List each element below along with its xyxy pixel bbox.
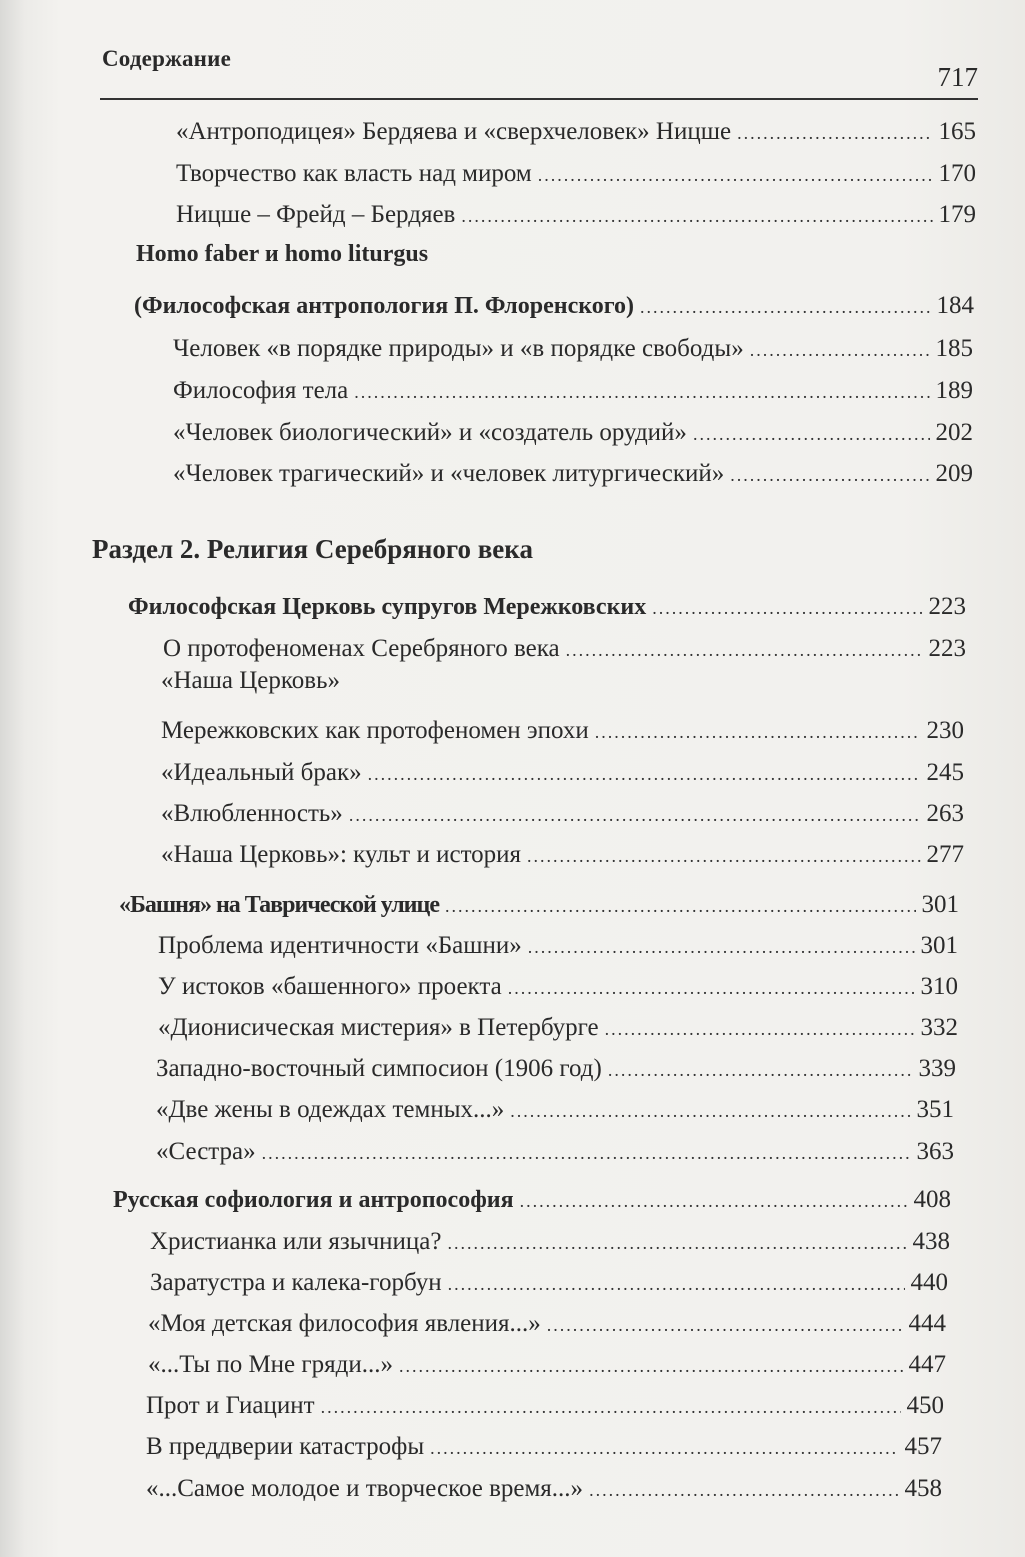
leader-dots — [508, 972, 915, 1004]
toc-entry-title: «Сестра» — [156, 1138, 256, 1165]
leader-dots — [368, 758, 921, 790]
toc-chapter-title: Homo faber и homo liturgus — [136, 241, 429, 267]
toc-entry-title: Заратустра и калека-горбун — [150, 1269, 442, 1296]
leader-dots — [566, 634, 923, 666]
toc-entry-page: 301 — [921, 891, 959, 918]
toc-entry — [161, 715, 964, 748]
toc-entry-page: 179 — [938, 201, 976, 228]
leader-dots — [447, 1227, 906, 1259]
leader-dots — [640, 291, 930, 323]
toc-entry-page: 185 — [935, 335, 973, 362]
toc-chapter-entry — [128, 591, 966, 624]
toc-entry-page: 440 — [910, 1269, 948, 1296]
leader-dots — [321, 1391, 901, 1423]
leader-dots — [538, 159, 933, 191]
leader-dots — [608, 1054, 913, 1086]
toc-entry-page: 301 — [920, 932, 958, 959]
toc-entry — [158, 971, 958, 1004]
leader-dots — [354, 376, 929, 408]
toc-entry-page: 444 — [908, 1310, 946, 1337]
toc-entry — [156, 1053, 956, 1086]
toc-entry-title: «Человек трагический» и «человек литургический» — [173, 460, 725, 487]
toc-entry — [150, 1226, 950, 1259]
leader-dots — [589, 1474, 898, 1506]
leader-dots — [461, 200, 932, 232]
toc-entry-title: Прот и Гиацинт — [146, 1392, 315, 1419]
toc-entry-title: Человек «в порядке природы» и «в порядке свободы» — [173, 335, 744, 362]
toc-entry — [148, 1308, 946, 1341]
toc-entry-title: Проблема идентичности «Башни» — [158, 932, 522, 959]
leader-dots — [520, 1185, 908, 1217]
toc-entry-page: 339 — [918, 1055, 956, 1082]
toc-entry-title: «Башня» на Таврической улице — [119, 892, 439, 918]
toc-entry-title: «...Самое молодое и творческое время...» — [146, 1475, 584, 1502]
toc-entry — [161, 839, 964, 872]
toc-entry-title: Ницше – Фрейд – Бердяев — [176, 201, 456, 228]
toc-entry-title: «Антроподицея» Бердяева и «сверхчеловек» Ницше — [176, 118, 732, 145]
toc-entry — [150, 1267, 948, 1300]
toc-entry — [148, 1349, 946, 1382]
toc-entry-page: 223 — [928, 593, 966, 620]
toc-entry-page: 363 — [916, 1138, 954, 1165]
leader-dots — [693, 418, 930, 450]
leader-dots — [448, 1268, 905, 1300]
toc-entry-title: «Две жены в одеждах темных...» — [156, 1096, 505, 1123]
toc-entry-page: 170 — [938, 160, 976, 187]
leader-dots — [595, 716, 921, 748]
toc-entry — [146, 1390, 944, 1423]
toc-entry-title: Христианка или язычница? — [150, 1228, 442, 1255]
header-title: Содержание — [102, 46, 231, 71]
toc-entry — [173, 375, 973, 408]
toc-entry-page: 277 — [926, 841, 964, 868]
toc-entry-title: Западно-восточный симпосион (1906 год) — [156, 1055, 602, 1082]
toc-entry — [146, 1473, 942, 1506]
toc-entry-page: 184 — [936, 292, 974, 319]
toc-entry — [156, 1136, 954, 1169]
toc-entry-title: «Моя детская философия явления...» — [148, 1310, 541, 1337]
leader-dots — [262, 1137, 911, 1169]
toc-entry — [156, 1094, 954, 1127]
toc-entry-title: О протофеноменах Серебряного века — [163, 635, 560, 662]
toc-entry-page: 263 — [926, 800, 964, 827]
toc-entry-title: Творчество как власть над миром — [176, 160, 532, 187]
toc-entry-title: «Влюбленность» — [161, 800, 343, 827]
leader-dots — [547, 1309, 903, 1341]
toc-entry — [176, 158, 976, 191]
leader-dots — [750, 334, 930, 366]
toc-entry-title: «Наша Церковь»: культ и история — [161, 841, 522, 868]
leader-dots — [737, 117, 932, 149]
toc-entry-title: Философская Церковь супругов Мережковских — [128, 594, 647, 620]
header-page-number: 717 — [937, 62, 978, 92]
leader-dots — [510, 1095, 910, 1127]
toc-entry-page: 223 — [928, 635, 966, 662]
toc-entry-page: 165 — [938, 118, 976, 145]
toc-entry — [173, 458, 973, 491]
toc-chapter-entry — [134, 290, 974, 323]
toc-entry — [173, 333, 973, 366]
toc-entry-page: 438 — [912, 1228, 950, 1255]
toc-entry-page: 310 — [920, 973, 958, 1000]
toc-entry-title: У истоков «башенного» проекта — [158, 973, 502, 1000]
toc-entry — [158, 930, 958, 963]
toc-entry-page: 209 — [935, 460, 973, 487]
toc-entry-page: 245 — [926, 759, 964, 786]
toc-entry-page: 458 — [904, 1475, 942, 1502]
toc-entry-title: «Человек биологический» и «создатель орудий» — [173, 419, 687, 446]
section-title: Раздел 2. Религия Серебряного века — [92, 534, 533, 564]
toc-entry-title: Мережковских как протофеномен эпохи — [161, 717, 589, 744]
toc-entry-title-first-line: «Наша Церковь» — [161, 667, 340, 694]
leader-dots — [527, 840, 920, 872]
toc-entry-page: 332 — [920, 1014, 958, 1041]
toc-entry-page: 447 — [908, 1351, 946, 1378]
leader-dots — [399, 1350, 902, 1382]
toc-entry — [146, 1431, 942, 1464]
toc-entry-title: «Дионисическая мистерия» в Петербурге — [158, 1014, 599, 1041]
toc-entry-title: Философия тела — [173, 377, 349, 404]
toc-entry-title: В преддверии катастрофы — [146, 1433, 425, 1460]
toc-entry-page: 450 — [906, 1392, 944, 1419]
leader-dots — [349, 799, 921, 831]
toc-entry-page: 351 — [916, 1096, 954, 1123]
toc-entry — [163, 633, 966, 666]
toc-entry-title: «Идеальный брак» — [161, 759, 362, 786]
toc-entry-page: 230 — [926, 717, 964, 744]
toc-entry — [176, 116, 976, 149]
leader-dots — [605, 1013, 915, 1045]
toc-entry — [161, 757, 964, 790]
toc-entry-page: 189 — [935, 377, 973, 404]
toc-chapter-entry — [113, 1184, 951, 1217]
toc-entry-page: 408 — [913, 1186, 951, 1213]
toc-entry-title: Русская софиология и антропософия — [113, 1187, 514, 1213]
toc-entry — [161, 798, 964, 831]
toc-entry-page: 202 — [935, 419, 973, 446]
toc-chapter-entry — [119, 889, 959, 922]
toc-entry-page: 457 — [904, 1433, 942, 1460]
leader-dots — [652, 592, 922, 624]
toc-entry-title: (Философская антропология П. Флоренского) — [134, 293, 635, 319]
toc-entry — [158, 1012, 958, 1045]
toc-entry — [176, 199, 976, 232]
leader-dots — [430, 1432, 898, 1464]
toc-entry-title: «...Ты по Мне гряди...» — [148, 1351, 394, 1378]
leader-dots — [528, 931, 915, 963]
leader-dots — [730, 459, 929, 491]
toc-entry — [173, 417, 973, 450]
leader-dots — [445, 890, 916, 922]
